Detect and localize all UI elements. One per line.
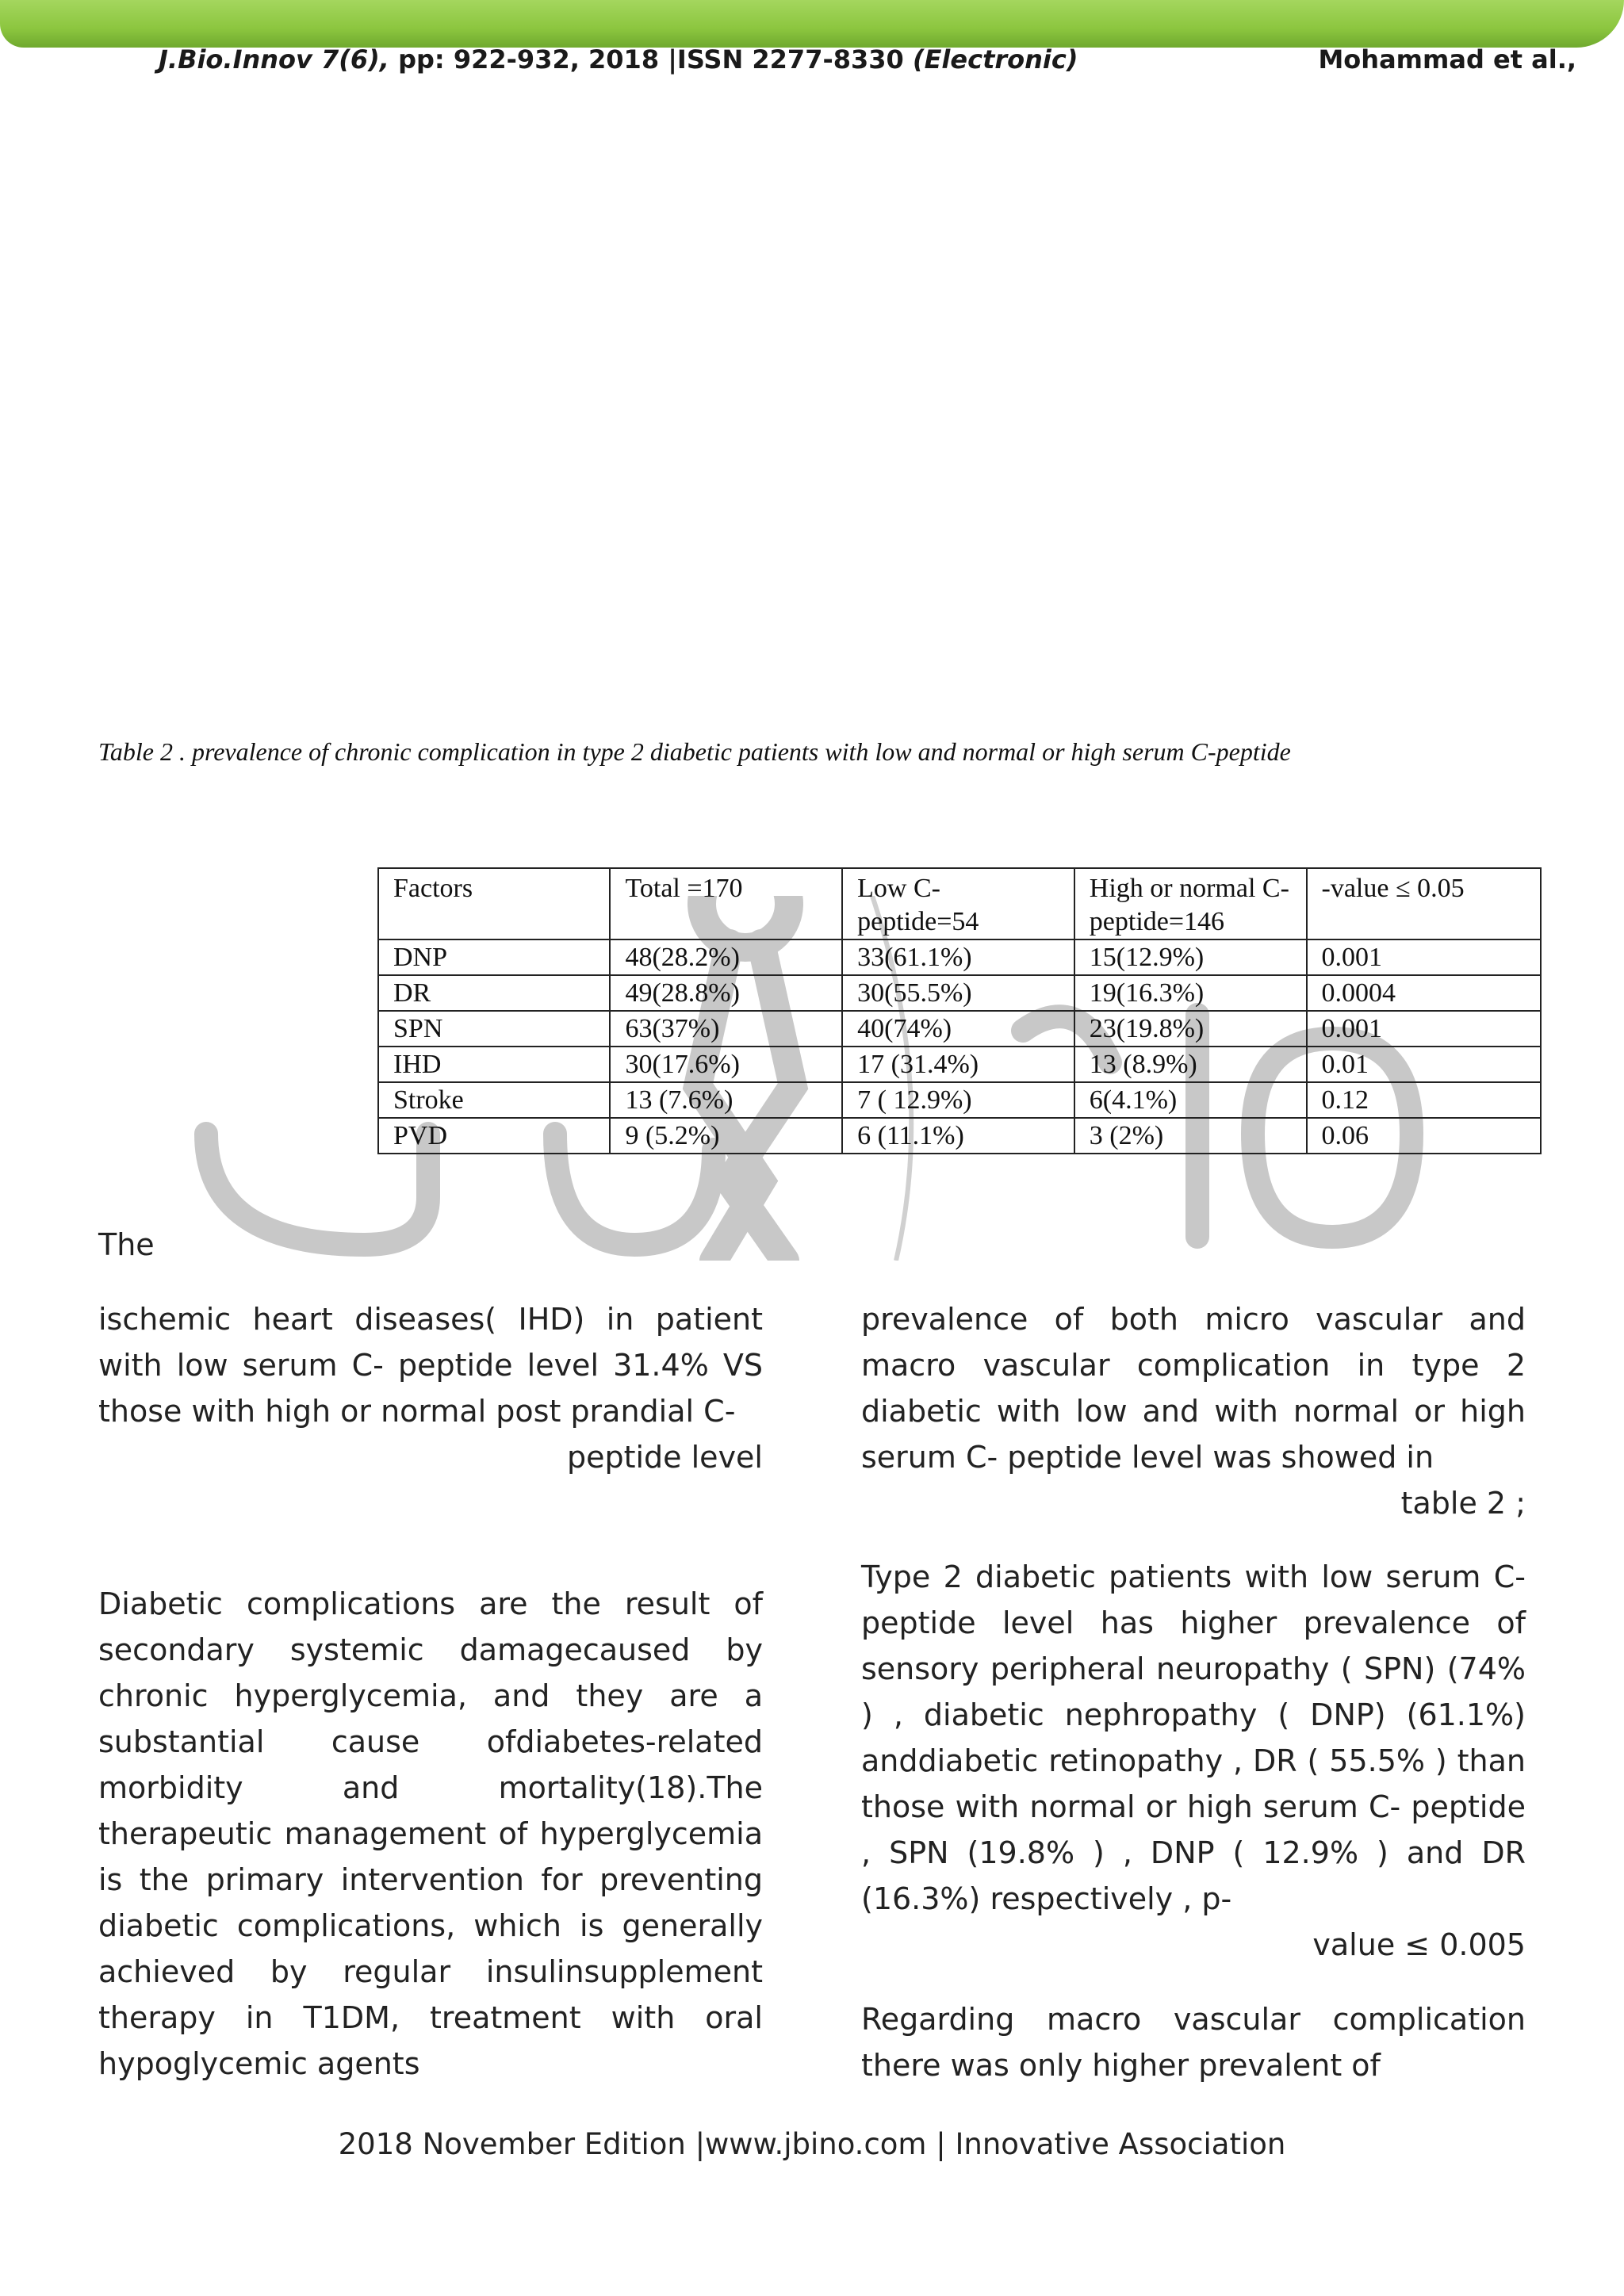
table-cell: 0.01	[1307, 1047, 1542, 1082]
table-cell: 0.0004	[1307, 975, 1542, 1011]
table-cell: 0.12	[1307, 1082, 1542, 1118]
paragraph-tail: value ≤ 0.005	[1312, 1927, 1526, 1962]
paragraph: Regarding macro vascular complication there was only higher prevalent of	[861, 2002, 1526, 2083]
table-cell: 30(55.5%)	[842, 975, 1074, 1011]
table-cell: PVD	[378, 1118, 610, 1154]
left-column-p1	[98, 1296, 763, 1480]
header-factors: Factors	[378, 868, 610, 939]
table-row	[378, 939, 1541, 975]
table-cell: 0.001	[1307, 1011, 1542, 1047]
table-cell: SPN	[378, 1011, 610, 1047]
complication-table	[377, 867, 1542, 1154]
header-total: Total =170	[610, 868, 842, 939]
table-cell: 0.001	[1307, 939, 1542, 975]
journal-pages-issn: pp: 922-932, 2018 |ISSN 2277-8330	[389, 44, 913, 75]
table-cell: 63(37%)	[610, 1011, 842, 1047]
table-cell: 48(28.2%)	[610, 939, 842, 975]
table-row	[378, 1047, 1541, 1082]
left-column-p2	[98, 1581, 763, 2087]
paragraph: Type 2 diabetic patients with low serum C- peptide level has higher prevalence of sensory peripheral neuropathy ( SPN) (74% ) , diabetic nephropathy ( DNP) (61.1%) anddiabetic retinopathy , DR ( 55.5% ) than those with normal or high serum C- peptide , SPN (19.8% ) , DNP ( 12.9% ) and DR (16.3%) respectively , p-	[861, 1559, 1526, 1916]
table-row	[378, 975, 1541, 1011]
table-cell: 6(4.1%)	[1074, 1082, 1307, 1118]
table-cell: 23(19.8%)	[1074, 1011, 1307, 1047]
journal-header	[159, 44, 1078, 75]
table-cell: 33(61.1%)	[842, 939, 1074, 975]
table-row	[378, 1118, 1541, 1154]
table-cell: 30(17.6%)	[610, 1047, 842, 1082]
table-cell: 9 (5.2%)	[610, 1118, 842, 1154]
right-column-p3	[861, 1996, 1526, 2088]
table-cell: 17 (31.4%)	[842, 1047, 1074, 1082]
table-header-row	[378, 868, 1541, 939]
table-cell: 3 (2%)	[1074, 1118, 1307, 1154]
paragraph-tail: peptide level	[566, 1440, 763, 1475]
table-cell: Stroke	[378, 1082, 610, 1118]
table-cell: 19(16.3%)	[1074, 975, 1307, 1011]
lone-word: The	[98, 1227, 155, 1262]
paragraph-tail: table 2 ;	[1400, 1486, 1526, 1521]
right-column-p2	[861, 1554, 1526, 1968]
table-cell: DR	[378, 975, 610, 1011]
table-cell: 13 (8.9%)	[1074, 1047, 1307, 1082]
table-cell: 15(12.9%)	[1074, 939, 1307, 975]
table-cell: 6 (11.1%)	[842, 1118, 1074, 1154]
table-cell: 7 ( 12.9%)	[842, 1082, 1074, 1118]
table-caption: Table 2 . prevalence of chronic complication in type 2 diabetic patients with low and normal or high serum C-peptide	[98, 737, 1291, 766]
table-cell: 49(28.8%)	[610, 975, 842, 1011]
journal-name: J.Bio.Innov 7(6),	[159, 44, 389, 75]
paragraph: prevalence of both micro vascular and macro vascular complication in type 2 diabetic with low and with normal or high serum C- peptide level was showed in	[861, 1302, 1526, 1475]
author-header: Mohammad et al.,	[1318, 44, 1576, 75]
header-p-value: -value ≤ 0.05	[1307, 868, 1542, 939]
page-footer: 2018 November Edition |www.jbino.com | Innovative Association	[338, 2127, 1286, 2161]
header-low-cpeptide: Low C- peptide=54	[842, 868, 1074, 939]
table-cell: 13 (7.6%)	[610, 1082, 842, 1118]
table-cell: 0.06	[1307, 1118, 1542, 1154]
paragraph: ischemic heart diseases( IHD) in patient with low serum C- peptide level 31.4% VS those with high or normal post prandial C-	[98, 1302, 763, 1429]
top-green-banner	[0, 0, 1624, 48]
table-cell: 40(74%)	[842, 1011, 1074, 1047]
paragraph: Diabetic complications are the result of secondary systemic damagecaused by chronic hyperglycemia, and they are a substantial cause ofdiabetes-related morbidity and mortality(18).The therapeutic management of hyperglycemia is the primary intervention for preventing diabetic complications, which is generally achieved by regular insulinsupplement therapy in T1DM, treatment with oral hypoglycemic agents	[98, 1586, 763, 2081]
right-column-p1	[861, 1296, 1526, 1526]
journal-electronic: (Electronic)	[912, 44, 1078, 75]
table-row	[378, 1011, 1541, 1047]
table-cell: IHD	[378, 1047, 610, 1082]
table-row	[378, 1082, 1541, 1118]
table-cell: DNP	[378, 939, 610, 975]
header-high-normal-cpeptide: High or normal C-peptide=146	[1074, 868, 1307, 939]
